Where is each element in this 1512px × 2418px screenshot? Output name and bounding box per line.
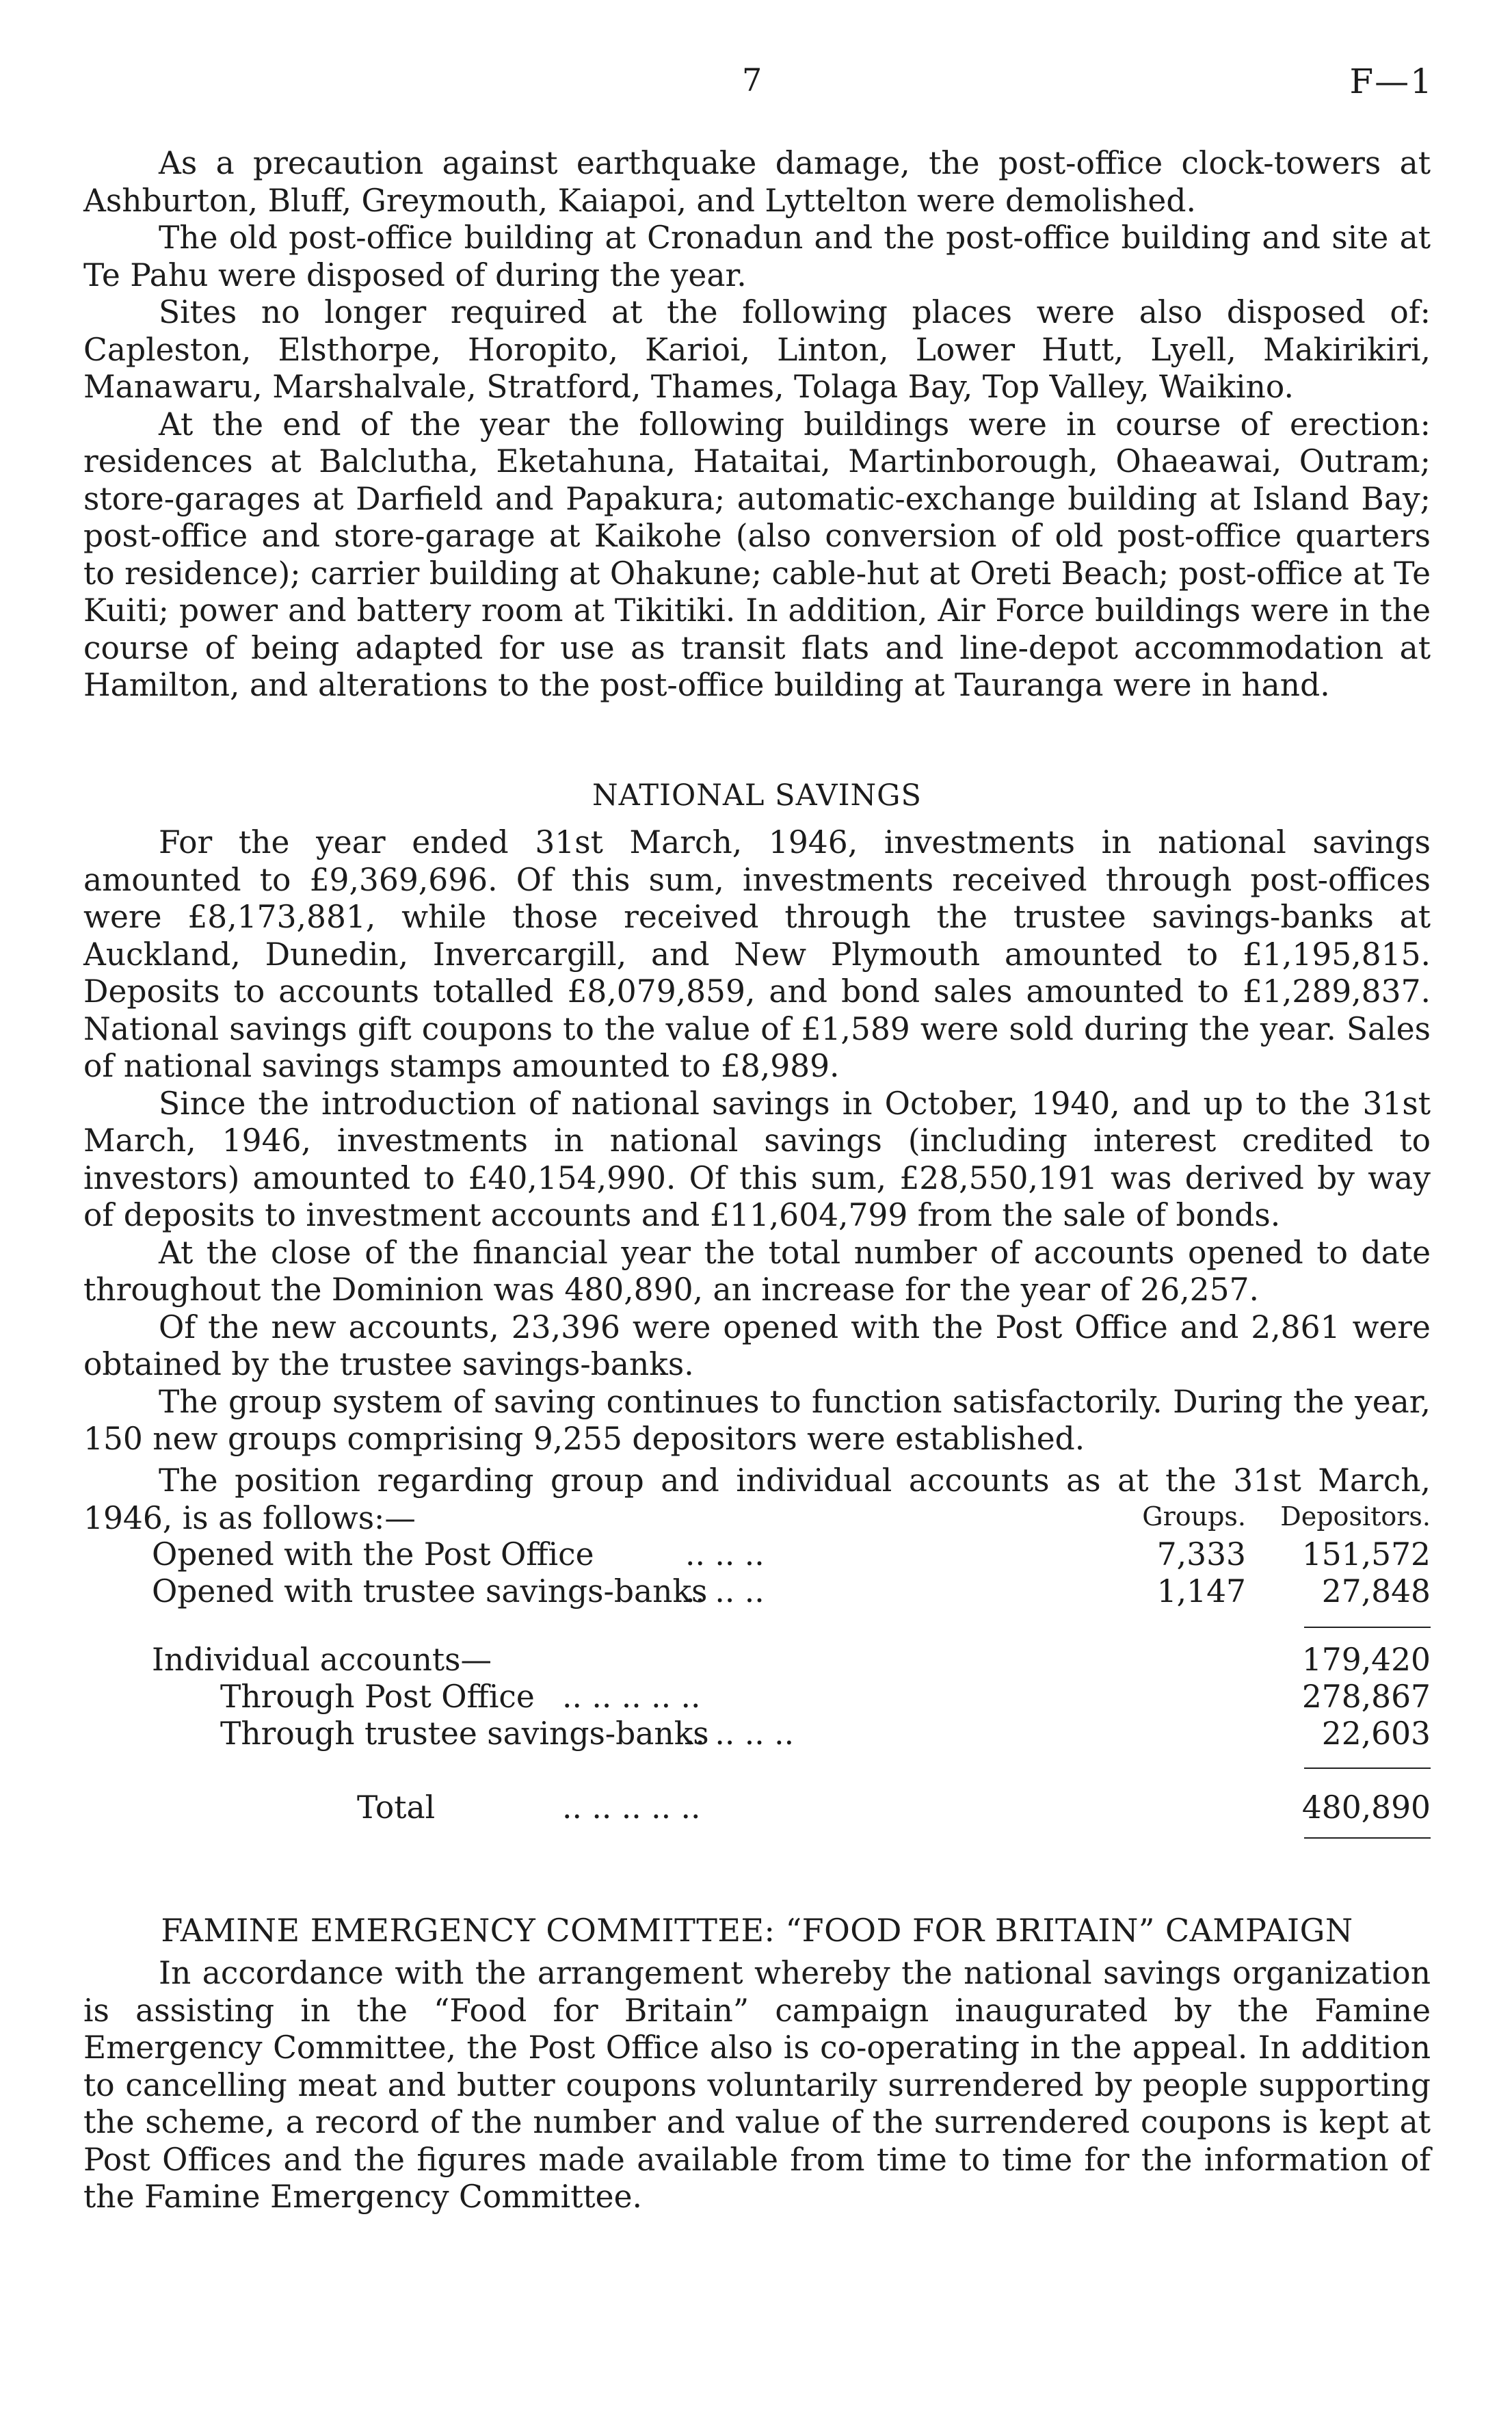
- document-code: F—1: [1349, 62, 1433, 101]
- table-row: [83, 1716, 1431, 1752]
- paragraph: The old post-office building at Cronadun and the post-office building and site at Te Pahu were disposed of during the year.: [83, 220, 1431, 293]
- row-groups: 1,147: [1156, 1573, 1246, 1609]
- paragraph: Of the new accounts, 23,396 were opened with the Post Office and 2,861 were obtained by the trustee savings-banks.: [83, 1309, 1431, 1382]
- paragraph: As a precaution against earthquake damage, the post-office clock-towers at Ashburton, Bluff, Greymouth, Kaiapoi, and Lyttelton were demolished.: [83, 145, 1431, 219]
- row-depositors: 27,848: [1321, 1573, 1431, 1609]
- table-header-row: [83, 1501, 1431, 1538]
- row-leader-dots: .. .. .. .. ..: [562, 1789, 701, 1826]
- row-depositors: 22,603: [1321, 1716, 1431, 1752]
- row-depositors: 151,572: [1301, 1536, 1431, 1573]
- row-leader-dots: .. .. .. ..: [685, 1716, 795, 1752]
- row-leader-dots: .. .. ..: [685, 1573, 765, 1609]
- table-row: [83, 1679, 1431, 1716]
- total-row: [83, 1789, 1431, 1826]
- paragraph: At the end of the year the following buildings were in course of erection: residences at Balclutha, Eketahuna, Hataitai, Martinborough, Ohaeawai, Outram; store-garages at Darfield and Papakura; automatic-exchange building at Island Bay; post-office and store-garage at Kaikohe (also conversion of old post-office quarters to residence); carrier building at Ohakune; cable-hut at Oreti Beach; post-office at Te Kuiti; power and battery room at Tikitiki. In addition, Air Force buildings were in the course of being adapted for use as transit flats and line-depot accommodation at Hamilton, and alterations to the post-office building at Tauranga were in hand.: [83, 406, 1431, 703]
- col-depositors-header: Depositors.: [1280, 1501, 1431, 1532]
- sum-rule: [1304, 1627, 1431, 1628]
- national-savings-heading: NATIONAL SAVINGS: [592, 778, 922, 813]
- paragraph: Since the introduction of national savings in October, 1940, and up to the 31st March, 1946, investments in national savings (including interest credited to investors) amounted to £40,154,990. Of this sum, £28,550,191 was derived by way of deposits to investment accounts and £11,604,799 from the sale of bonds.: [83, 1085, 1431, 1233]
- paragraph: Sites no longer required at the following places were also disposed of: Capleston, Elsthorpe, Horopito, Karioi, Linton, Lower Hutt, Lyell, Makirikiri, Manawaru, Marshalvale, Stratford, Thames, Tolaga Bay, Top Valley, Waikino.: [83, 294, 1431, 405]
- buildings-section: [83, 145, 1431, 705]
- paragraph: The group system of saving continues to function satisfactorily. During the year, 150 new groups comprising 9,255 depositors were established.: [83, 1383, 1431, 1457]
- subtotal-depositors: 179,420: [1301, 1642, 1431, 1678]
- row-label: Through Post Office: [220, 1679, 535, 1715]
- total-underline: [1304, 1837, 1431, 1839]
- page-number: 7: [742, 62, 762, 98]
- table-row: [83, 1573, 1431, 1610]
- paragraph: For the year ended 31st March, 1946, investments in national savings amounted to £9,369,696. Of this sum, investments received through post-offices were £8,173,881, while those received through the trustee savings-banks at Auckland, Dunedin, Invercargill, and New Plymouth amounted to £1,195,815. Deposits to accounts totalled £8,079,859, and bond sales amounted to £1,289,837. National savings gift coupons to the value of £1,589 were sold during the year. Sales of national savings stamps amounted to £8,989.: [83, 824, 1431, 1084]
- famine-section: [83, 1955, 1431, 2216]
- page-header: [0, 62, 1512, 116]
- col-groups-header: Groups.: [1142, 1501, 1246, 1532]
- row-label: Opened with trustee savings-banks: [152, 1573, 708, 1609]
- individual-accounts-label: Individual accounts—: [152, 1642, 492, 1678]
- row-label: Opened with the Post Office: [152, 1536, 594, 1573]
- paragraph: In accordance with the arrangement whereby the national savings organization is assisting in the “Food for Britain” campaign inaugurated by the Famine Emergency Committee, the Post Office also is co-operating in the appeal. In addition to cancelling meat and butter coupons voluntarily surrendered by people supporting the scheme, a record of the number and value of the surrendered coupons is kept at Post Offices and the figures made available from time to time for the information of the Famine Emergency Committee.: [83, 1955, 1431, 2215]
- table-row: [83, 1642, 1431, 1679]
- row-groups: 7,333: [1156, 1536, 1246, 1573]
- row-depositors: 278,867: [1301, 1679, 1431, 1715]
- famine-committee-heading: FAMINE EMERGENCY COMMITTEE: “FOOD FOR BRITAIN” CAMPAIGN: [161, 1912, 1353, 1949]
- table-row: [83, 1536, 1431, 1573]
- total-rule: [1304, 1767, 1431, 1769]
- national-savings-section: [83, 824, 1431, 1458]
- total-label: Total: [357, 1789, 436, 1826]
- total-depositors: 480,890: [1301, 1789, 1431, 1826]
- table-intro: The position regarding group and individual accounts as at the 31st March, 1946, is as follows:—: [83, 1462, 1431, 1536]
- row-leader-dots: .. .. ..: [685, 1536, 765, 1573]
- paragraph: At the close of the financial year the total number of accounts opened to date throughout the Dominion was 480,890, an increase for the year of 26,257.: [83, 1234, 1431, 1308]
- row-label: Through trustee savings-banks: [220, 1716, 709, 1752]
- row-leader-dots: .. .. .. .. ..: [562, 1679, 701, 1715]
